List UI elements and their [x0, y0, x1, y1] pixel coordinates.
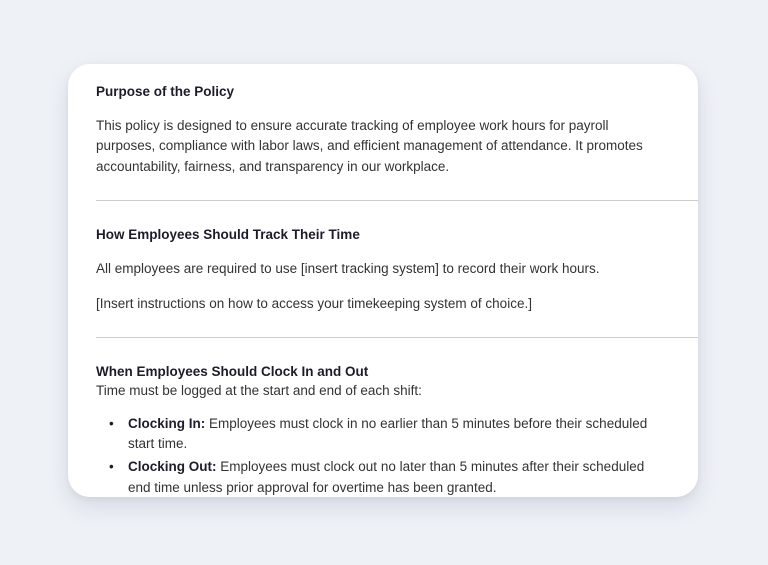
section-paragraph-tracking-system: All employees are required to use [insert tracking system] to record their work hours.	[96, 260, 600, 276]
clock-rules-list	[80, 414, 670, 497]
section-heading-purpose: Purpose of the Policy	[96, 84, 235, 99]
section-intro-clock-in-out: Time must be logged at the start and end of each shift:	[96, 383, 422, 399]
section-heading-track-time: How Employees Should Track Their Time	[96, 227, 360, 243]
section-heading-clock-in-out: When Employees Should Clock In and Out	[96, 363, 369, 379]
list-item-lead: Clocking Out:	[128, 459, 217, 475]
section-paragraph-purpose: This policy is designed to ensure accurate tracking of employee work hours for payroll purposes, compliance with labor laws, and efficient management of attendance. It promotes accountability, fairness, and transparency in our workplace.	[96, 117, 643, 175]
bullet-marker-icon: •	[109, 459, 114, 475]
list-item-text: Employees must clock out no later than 5 minutes after their scheduled end time unless prior approval for overtime has been granted.	[128, 459, 645, 496]
list-item	[80, 457, 670, 497]
section-how-employees-track-time	[80, 225, 670, 314]
policy-document-card	[68, 64, 698, 497]
list-item	[80, 414, 670, 456]
list-item-lead: Clocking In:	[128, 415, 206, 431]
section-purpose-of-the-policy	[80, 82, 670, 178]
bullet-marker-icon: •	[109, 415, 114, 431]
list-item-text: Employees must clock in no earlier than 5 minutes before their scheduled start time.	[128, 415, 648, 452]
section-when-to-clock-in-out	[80, 362, 670, 497]
section-paragraph-instructions-placeholder: [Insert instructions on how to access your timekeeping system of choice.]	[96, 295, 532, 311]
document-content	[68, 64, 698, 497]
